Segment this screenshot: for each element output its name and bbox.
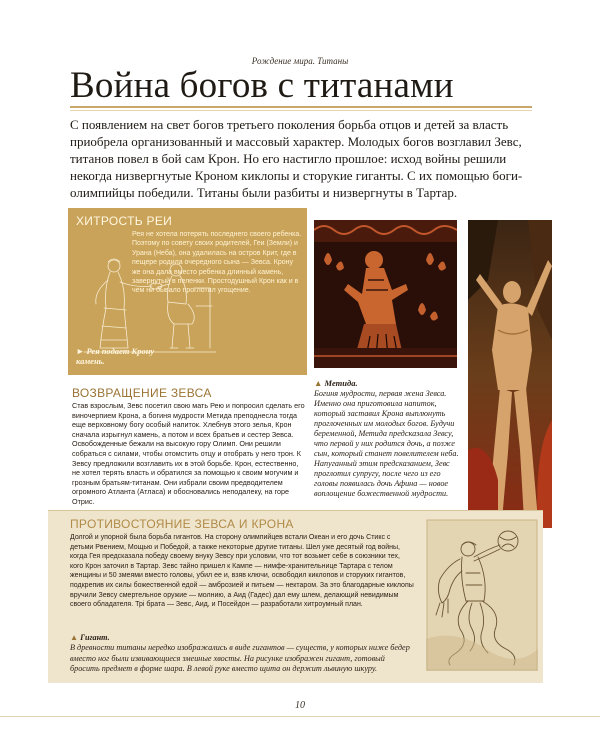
metis-caption-title bbox=[314, 378, 358, 388]
title-divider bbox=[70, 106, 532, 108]
return-heading: ВОЗВРАЩЕНИЕ ЗЕВСА bbox=[72, 386, 212, 400]
bottom-divider bbox=[0, 716, 600, 717]
page-title: Война богов с титанами bbox=[70, 65, 454, 106]
intro-paragraph: С появлением на свет богов третьего поколения борьба отцов и детей за власть приобрела организованный и массовый характер. Молодых богов возглавил Зевс, титанов повел в бой сам Крон. Но его настигло прошлое: исход войны решили некогда низвергнутые Кроном киклопы и сторукие гиганты. С их помощью боги-олимпийцы победили. Титаны были разбиты и низвергнуты в Тартар. bbox=[70, 117, 523, 200]
giant-caption bbox=[70, 633, 415, 675]
titan-painting-image bbox=[468, 220, 552, 528]
metis-vase-image bbox=[314, 220, 457, 368]
page-number: 10 bbox=[295, 700, 305, 711]
rhea-sidebar-box bbox=[68, 208, 307, 375]
return-text: Став взрослым, Зевс посетил свою мать Рею и попросил сделать его виночерпием Крона, а богиня мудрости Метида преподнесла тогда еще верховному богу особый напиток. Хлебнув этого зелья, Крон сначала изрыгнул камень, а потом и всех братьев и сестер Зевса. Освобожденные бежали на высокую гору Олимп. Они решили собраться с силами, чтобы отомстить отцу и отобрать у него трон. К Зевсу предложили возглавить их в этой борьбе. Крон, естественно, не хотел терять власть и обратился за помощью к своим могучим и грозным братьям-титанам. Они избрали своим предводителем огромного Атланта (Атласа) и обосновались неподалеку, на горе Отрис. bbox=[72, 401, 305, 506]
fight-sidebar-box bbox=[48, 510, 543, 683]
giant-drawing bbox=[426, 519, 538, 671]
giant-caption-title: Гигант. bbox=[80, 633, 110, 642]
fight-text: Долгой и упорной была борьба гигантов. На сторону олимпийцев встали Океан и его дочь Стикс с детьми Рвением, Мощью и Победой, а также некоторые другие титаны. Шел уже десятый год войны, когда Гея предсказала победу своему внуку Зевсу при условии, что тот возьмет себе в союзники тех, кого Крон заточил в Тартар. Зевс тайно пришел к Кампе — нимфе-хранительнице Тартара с телом женщины и 50 змеями вместо головы, убил ее и, взяв ключи, освободил киклопов и сторуких гигантов, подкрепив их силы божественной едой — амброзией и питьем — нектаром. За это благодарные киклопы вручили Зевсу смертельное оружие — молнию, а Аид (Гадес) дал ему шлем, делающий невидимым своего обладателя. Трi брата — Зевс, Аид, и Посейдон — разработали хитроумный план. bbox=[70, 534, 414, 609]
rhea-caption-text: Рея подает Крону камень. bbox=[76, 346, 155, 366]
caption-arrow-icon: ► bbox=[76, 346, 85, 356]
metis-title: Метида. bbox=[324, 378, 358, 388]
rhea-kronos-drawing bbox=[74, 248, 224, 358]
metis-text: Богиня мудрости, первая жена Зевса. Именно она приготовила напиток, который заставил Крона выплюнуть проглоченных им молодых богов. Будучи беременной, Метида предсказала Зевсу, что первой у них родится дочь, а позже сын, который станет повелителем неба. Напуганный этим предсказанием, Зевс проглотил супругу, после чего из его головы появилась дочь Афина — новое воплощение божественной мудрости. bbox=[314, 389, 459, 498]
giant-caption-text: В древности титаны нередко изображались в виде гигантов — существ, у которых ниже бедер вместо ног были извивающиеся змеиные хвосты. На рисунке изображен гигант, готовый бросить предмет в форме шара. В левой руке вместо щита он держит львиную шкуру. bbox=[70, 643, 410, 674]
fight-heading: ПРОТИВОСТОЯНИЕ ЗЕВСА И КРОНА bbox=[70, 517, 294, 531]
rhea-heading: ХИТРОСТЬ РЕИ bbox=[76, 214, 173, 228]
rhea-text: Рея не хотела потерять последнего своего ребенка. Поэтому по совету своих родителей, Геи (Земли) и Урана (Неба), она удалилась на остров Крит, где в пещере родила очередного сына — Зевса. Крону же она дала вместо ребенка длинный камень, завернутый в пеленки. Простодушный Крон как и в чем ни бывало проглотил угощение. bbox=[132, 231, 302, 295]
rhea-caption bbox=[76, 346, 166, 366]
caption-triangle-icon: ▲ bbox=[70, 633, 79, 642]
caption-triangle-icon: ▲ bbox=[314, 378, 323, 388]
section-label: Рождение мира. Титаны bbox=[251, 56, 349, 66]
